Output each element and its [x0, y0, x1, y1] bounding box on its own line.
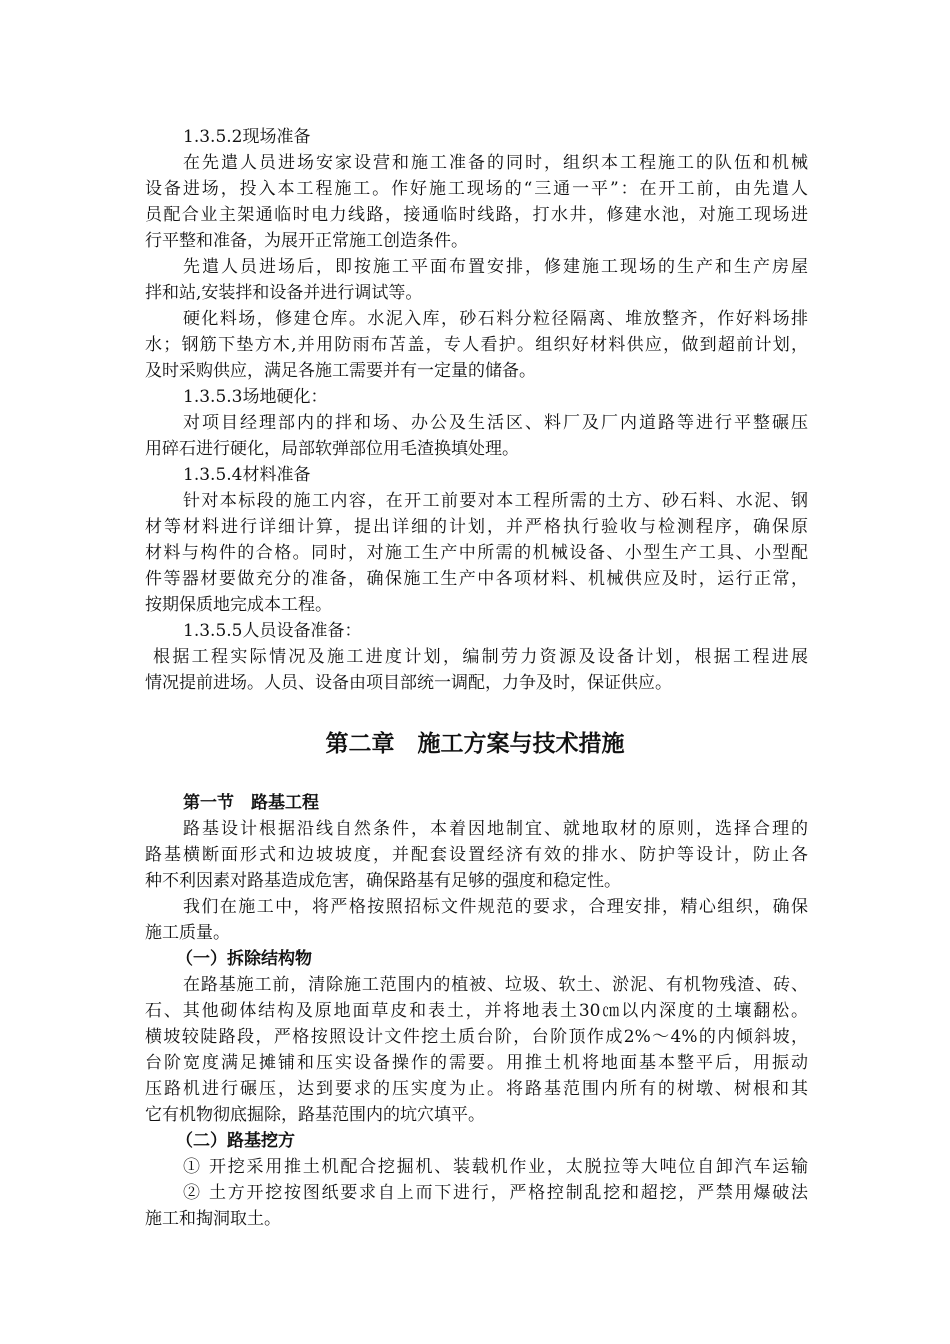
chapter-title: 第二章 施工方案与技术措施	[325, 731, 625, 757]
paragraph-line: 路基设计根据沿线自然条件，本着因地制宜、就地取材的原则，选择合理的	[183, 819, 808, 839]
paragraph-line: 路基横断面形式和边坡坡度，并配套设置经济有效的排水、防护等设计，防止各	[145, 845, 808, 865]
list-item: ① 开挖采用推土机配合挖掘机、装载机作业，太脱拉等大吨位自卸汽车运输	[183, 1157, 808, 1177]
paragraph-line: 设备进场，投入本工程施工。作好施工现场的“三通一平”：在开工前，由先遣人	[145, 179, 808, 199]
paragraph-line: 对项目经理部内的拌和场、办公及生活区、料厂及厂内道路等进行平整碾压	[183, 413, 808, 433]
paragraph-line: 我们在施工中，将严格按照招标文件规范的要求，合理安排，精心组织，确保	[183, 897, 808, 917]
paragraph-line: 横坡较陡路段，严格按照设计文件挖土质台阶，台阶顶作成2%～4%的内倾斜坡，	[145, 1027, 808, 1047]
subsection-title: （二）路基挖方	[176, 1131, 295, 1151]
section-heading-1354: 1.3.5.4材料准备	[183, 465, 311, 485]
paragraph-line: 根据工程实际情况及施工进度计划，编制劳力资源及设备计划，根据工程进展	[153, 647, 808, 667]
paragraph-line: 情况提前进场。人员、设备由项目部统一调配，力争及时，保证供应。	[145, 673, 672, 693]
section-heading-1355: 1.3.5.5人员设备准备：	[183, 621, 362, 641]
paragraph-line: 拌和站,安装拌和设备并进行调试等。	[145, 283, 423, 303]
paragraph-line: 用碎石进行硬化，局部软弹部位用毛渣换填处理。	[145, 439, 519, 459]
paragraph-line: 施工和掏洞取土。	[145, 1209, 281, 1229]
paragraph-line: 材料与构件的合格。同时，对施工生产中所需的机械设备、小型生产工具、小型配	[145, 543, 808, 563]
paragraph-line: 施工质量。	[145, 923, 230, 943]
paragraph-line: 石、其他砌体结构及原地面草皮和表土，并将地表土30㎝以内深度的土壤翻松。	[145, 1001, 808, 1021]
section-heading-1352: 1.3.5.2现场准备	[183, 127, 311, 147]
paragraph-line: 按期保质地完成本工程。	[145, 595, 332, 615]
paragraph-line: 种不利因素对路基造成危害，确保路基有足够的强度和稳定性。	[145, 871, 621, 891]
paragraph-line: 它有机物彻底掘除，路基范围内的坑穴填平。	[145, 1105, 485, 1125]
paragraph-line: 台阶宽度满足摊铺和压实设备操作的需要。用推土机将地面基本整平后，用振动	[145, 1053, 808, 1073]
paragraph-line: 行平整和准备，为展开正常施工创造条件。	[145, 231, 468, 251]
paragraph-line: 针对本标段的施工内容，在开工前要对本工程所需的土方、砂石料、水泥、钢	[183, 491, 808, 511]
paragraph-line: 先遣人员进场后，即按施工平面布置安排，修建施工现场的生产和生产房屋	[183, 257, 808, 277]
subsection-title: （一）拆除结构物	[176, 949, 312, 969]
paragraph-line: 及时采购供应，满足各施工需要并有一定量的储备。	[145, 361, 536, 381]
paragraph-line: 压路机进行碾压，达到要求的压实度为止。将路基范围内所有的树墩、树根和其	[145, 1079, 808, 1099]
paragraph-line: 件等器材要做充分的准备，确保施工生产中各项材料、机械供应及时，运行正常，	[145, 569, 808, 589]
section-heading-1353: 1.3.5.3场地硬化：	[183, 387, 328, 407]
paragraph-line: 在路基施工前，清除施工范围内的植被、垃圾、软土、淤泥、有机物残渣、砖、	[183, 975, 808, 995]
section-title: 第一节 路基工程	[183, 793, 319, 813]
paragraph-line: 水；钢筋下垫方木,并用防雨布苫盖，专人看护。组织好材料供应，做到超前计划，	[145, 335, 808, 355]
paragraph-line: 员配合业主架通临时电力线路，接通临时线路，打水井，修建水池，对施工现场进	[145, 205, 808, 225]
list-item: ② 土方开挖按图纸要求自上而下进行，严格控制乱挖和超挖，严禁用爆破法	[183, 1183, 808, 1203]
paragraph-line: 在先遣人员进场安家设营和施工准备的同时，组织本工程施工的队伍和机械	[183, 153, 808, 173]
paragraph-line: 材等材料进行详细计算，提出详细的计划，并严格执行验收与检测程序，确保原	[145, 517, 808, 537]
paragraph-line: 硬化料场，修建仓库。水泥入库，砂石料分粒径隔离、堆放整齐，作好料场排	[183, 309, 808, 329]
